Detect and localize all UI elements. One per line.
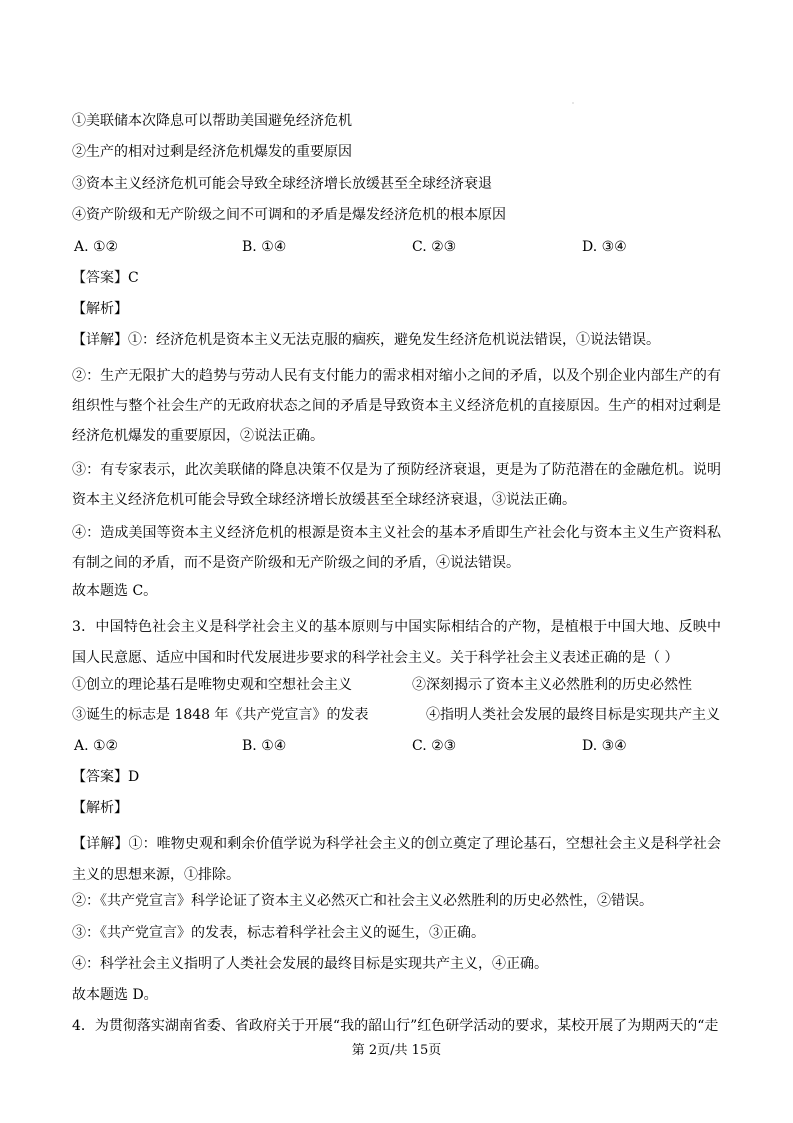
answer-label: 【答案】 — [72, 769, 128, 785]
q2-option-3: ③资本主义经济危机可能会导致全球经济增长放缓甚至全球经济衰退 — [72, 176, 492, 192]
q3-explanation-3: ③：《共产党宣言》的发表，标志着科学社会主义的诞生，③正确。 — [72, 925, 485, 941]
q3-choice-b: B. ①④ — [242, 738, 287, 754]
page-number: 第 2页/共 15页 — [351, 1043, 442, 1058]
scan-speck — [572, 102, 574, 104]
answer-label: 【答案】 — [72, 270, 128, 286]
q2-choice-b: B. ①④ — [242, 239, 287, 255]
q3-option-3: ③诞生的标志是 1848 年《共产党宣言》的发表 — [72, 707, 369, 723]
q2-choice-c: C. ②③ — [412, 239, 457, 255]
q2-conclusion: 故本题选 C。 — [72, 583, 158, 599]
q2-explanation-1 — [72, 330, 721, 350]
q3-explanation-4: ④：科学社会主义指明了人类社会发展的最终目标是实现共产主义，④正确。 — [72, 956, 548, 972]
q3-option-4: ④指明人类社会发展的最终目标是实现共产主义 — [426, 707, 720, 723]
explanation-text: ①：唯物史观和剩余价值学说为科学社会主义的创立奠定了理论基石，空想社会主义是科学社会主义的思想来源，①排除。 — [72, 836, 722, 883]
q3-answer — [72, 767, 139, 787]
detail-label: 【详解】 — [72, 836, 129, 852]
q3-choice-a: A. ①② — [74, 738, 119, 754]
explanation-text: ①：经济危机是资本主义无法克服的痼疾，避免发生经济危机说法错误，①说法错误。 — [128, 332, 660, 348]
q4-stem: 4．为贯彻落实湖南省委、省政府关于开展“我的韶山行”红色研学活动的要求，某校开展了为期两天的“走 — [72, 1018, 719, 1034]
q2-choice-a: A. ①② — [74, 239, 119, 255]
q3-conclusion: 故本题选 D。 — [72, 987, 158, 1003]
q2-choice-d: D. ③④ — [582, 239, 627, 255]
q2-option-1: ①美联储本次降息可以帮助美国避免经济危机 — [72, 113, 352, 129]
q2-analysis-label: 【解析】 — [72, 301, 128, 317]
q2-explanation-2: ②：生产无限扩大的趋势与劳动人民有支付能力的需求相对缩小之间的矛盾，以及个别企业内部生产的有组织性与整个社会生产的无政府状态之间的矛盾是导致资本主义经济危机的直接原因。生产的相对过剩是经济危机爆发的重要原因，②说法正确。 — [72, 368, 721, 444]
answer-value: C — [128, 270, 139, 286]
q3-option-2: ②深刻揭示了资本主义必然胜利的历史必然性 — [412, 677, 692, 693]
q3-choice-d: D. ③④ — [582, 738, 627, 754]
q3-explanation-1 — [72, 829, 721, 891]
detail-label: 【详解】 — [72, 332, 128, 348]
answer-value: D — [128, 769, 140, 785]
q3-stem: 3．中国特色社会主义是科学社会主义的基本原则与中国实际相结合的产物，是植根于中国大地、反映中国人民意愿、适应中国和时代发展进步要求的科学社会主义。关于科学社会主义表述正确的是（ ） — [72, 619, 721, 666]
q2-option-2: ②生产的相对过剩是经济危机爆发的重要原因 — [72, 144, 352, 160]
q3-analysis-label: 【解析】 — [72, 800, 128, 816]
q3-explanation-2: ②：《共产党宣言》科学论证了资本主义必然灭亡和社会主义必然胜利的历史必然性，②错误。 — [72, 893, 653, 909]
q3-option-1: ①创立的理论基石是唯物史观和空想社会主义 — [72, 677, 352, 693]
q2-option-4: ④资产阶级和无产阶级之间不可调和的矛盾是爆发经济危机的根本原因 — [72, 207, 506, 223]
q3-choice-c: C. ②③ — [412, 738, 457, 754]
q2-answer — [72, 268, 139, 288]
q2-explanation-4: ④：造成美国等资本主义经济危机的根源是资本主义社会的基本矛盾即生产社会化与资本主义生产资料私有制之间的矛盾，而不是资产阶级和无产阶级之间的矛盾，④说法错误。 — [72, 525, 721, 571]
q2-explanation-3: ③：有专家表示，此次美联储的降息决策不仅是为了预防经济衰退，更是为了防范潜在的金融危机。说明资本主义经济危机可能会导致全球经济增长放缓甚至全球经济衰退，③说法正确。 — [72, 462, 721, 508]
